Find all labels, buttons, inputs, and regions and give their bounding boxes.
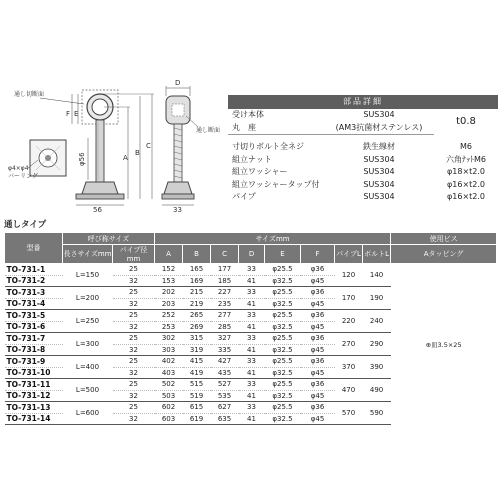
cell-model: TO-731-5 [5,310,63,322]
cell-model: TO-731-4 [5,298,63,310]
parts-row: 丸 座 (AM3抗菌材ステンレス) [228,122,498,135]
cell-e: φ32.5 [265,275,301,287]
parts-row: 受け本体 SUS304 t0.8 [232,110,476,127]
header-d: D [239,245,265,264]
cell-e: φ25.5 [265,333,301,345]
cell-b: 165 [183,264,211,276]
cell-pipe: 25 [113,287,155,299]
cell-d: 33 [239,287,265,299]
cell-f: φ45 [301,413,335,425]
header-size: サイズmm [155,233,391,245]
section-title: 通しタイプ [4,220,47,230]
cell-d: 33 [239,356,265,368]
cell-pipe-l: 370 [335,356,363,379]
cell-pipe: 32 [113,413,155,425]
cut-section-label: 通し切断面 [14,91,45,98]
cell-model: TO-731-12 [5,390,63,402]
cell-a: 303 [155,344,183,356]
header-b: B [183,245,211,264]
cell-b: 319 [183,344,211,356]
header-nominal: 呼び称サイズ [63,233,155,245]
cell-bolt-l: 590 [363,402,391,425]
cell-e: φ32.5 [265,344,301,356]
cell-e: φ25.5 [265,379,301,391]
cell-d: 41 [239,344,265,356]
cell-e: φ32.5 [265,298,301,310]
cell-e: φ32.5 [265,367,301,379]
cell-b: 519 [183,390,211,402]
cell-model: TO-731-8 [5,344,63,356]
cell-e: φ25.5 [265,287,301,299]
cell-d: 33 [239,333,265,345]
cell-f: φ45 [301,344,335,356]
cell-bolt-l: 490 [363,379,391,402]
cell-b: 419 [183,367,211,379]
cell-c: 185 [211,275,239,287]
cell-c: 335 [211,344,239,356]
cell-a: 252 [155,310,183,322]
cell-e: φ25.5 [265,264,301,276]
cell-length: L=400 [63,356,113,379]
table-row [5,264,497,276]
cell-c: 627 [211,402,239,414]
cell-bolt-l: 290 [363,333,391,356]
header-f: F [301,245,335,264]
header-pipe-l: パイプL [335,245,363,264]
cell-a: 602 [155,402,183,414]
cell-e: φ25.5 [265,310,301,322]
cell-f: φ45 [301,298,335,310]
cell-length: L=250 [63,310,113,333]
dim-phi56: φ56 [78,152,86,166]
parts-row: 組立ワッシャータップ付 SUS304 φ16×t2.0 [232,179,486,189]
cell-f: φ36 [301,379,335,391]
cell-e: φ32.5 [265,321,301,333]
cell-a: 603 [155,413,183,425]
bolt-note-2: バーリング [8,173,38,180]
header-length: 長さサイズmm [63,245,113,264]
parts-row: 組立ナット SUS304 六角ﾅｯﾄM6 [232,154,486,164]
cell-b: 615 [183,402,211,414]
cell-f: φ36 [301,356,335,368]
technical-drawing [0,0,226,215]
cell-bolt-l: 140 [363,264,391,287]
spec-table [4,232,497,425]
cell-pipe-l: 220 [335,310,363,333]
cell-screw: ⊕皿3.5×25 [425,340,462,349]
cell-c: 635 [211,413,239,425]
cell-d: 41 [239,298,265,310]
dim-f: F [66,110,71,118]
header-e: E [265,245,301,264]
cell-f: φ45 [301,321,335,333]
cell-c: 227 [211,287,239,299]
cell-e: φ25.5 [265,356,301,368]
cell-d: 41 [239,367,265,379]
header-model: 型番 [5,233,63,264]
cell-b: 415 [183,356,211,368]
cell-f: φ36 [301,402,335,414]
cell-f: φ36 [301,287,335,299]
cell-model: TO-731-11 [5,379,63,391]
cell-model: TO-731-14 [5,413,63,425]
cell-a: 202 [155,287,183,299]
header-c: C [211,245,239,264]
dim-d: D [175,79,181,87]
cell-b: 515 [183,379,211,391]
cell-b: 269 [183,321,211,333]
dim-a: A [123,154,128,162]
cell-model: TO-731-10 [5,367,63,379]
cell-c: 527 [211,379,239,391]
cell-e: φ32.5 [265,413,301,425]
cell-f: φ45 [301,390,335,402]
cell-b: 215 [183,287,211,299]
cell-b: 315 [183,333,211,345]
cell-bolt-l: 390 [363,356,391,379]
cell-pipe-l: 570 [335,402,363,425]
dim-c: C [146,142,151,150]
cell-pipe-l: 120 [335,264,363,287]
base-width: 56 [93,206,102,214]
parts-row: 寸切りボルト全ネジ 鉄生線材 M6 [232,142,472,151]
cell-a: 302 [155,333,183,345]
parts-row: パイプ SUS304 φ16×t2.0 [232,192,486,201]
cell-length: L=500 [63,379,113,402]
cell-model: TO-731-2 [5,275,63,287]
cell-b: 169 [183,275,211,287]
cell-model: TO-731-1 [5,264,63,276]
cell-pipe: 25 [113,402,155,414]
header-tapping: Aタッピング [391,245,497,264]
cell-c: 285 [211,321,239,333]
cell-pipe: 32 [113,390,155,402]
cell-model: TO-731-9 [5,356,63,368]
base-left [82,182,118,194]
cell-a: 153 [155,275,183,287]
cell-length: L=200 [63,287,113,310]
cell-a: 253 [155,321,183,333]
cell-a: 402 [155,356,183,368]
cell-f: φ36 [301,264,335,276]
cell-pipe: 32 [113,298,155,310]
cell-pipe: 25 [113,264,155,276]
cell-a: 403 [155,367,183,379]
cell-b: 619 [183,413,211,425]
dim-b: B [135,149,140,157]
cell-a: 502 [155,379,183,391]
cell-bolt-l: 190 [363,287,391,310]
cell-e: φ32.5 [265,390,301,402]
cell-f: φ36 [301,333,335,345]
cell-pipe: 32 [113,367,155,379]
cell-length: L=150 [63,264,113,287]
cell-pipe: 25 [113,333,155,345]
cell-d: 33 [239,264,265,276]
base-right [164,182,192,194]
cell-c: 327 [211,333,239,345]
cell-length: L=600 [63,402,113,425]
cell-pipe-l: 270 [335,333,363,356]
cell-model: TO-731-6 [5,321,63,333]
cell-pipe-l: 170 [335,287,363,310]
cell-f: φ36 [301,310,335,322]
cell-a: 503 [155,390,183,402]
cell-d: 33 [239,310,265,322]
cell-model: TO-731-13 [5,402,63,414]
parts-table [228,95,498,204]
cell-d: 41 [239,275,265,287]
bolt-note: φ4×φ4 [8,165,29,172]
header-bolt-l: ボルトL [363,245,391,264]
cell-pipe: 32 [113,344,155,356]
cell-f: φ45 [301,367,335,379]
cell-model: TO-731-3 [5,287,63,299]
cell-c: 427 [211,356,239,368]
parts-row: 組立ワッシャー SUS304 φ18×t2.0 [232,167,486,176]
cell-length: L=300 [63,333,113,356]
cell-d: 41 [239,321,265,333]
cell-b: 219 [183,298,211,310]
cell-c: 277 [211,310,239,322]
cell-c: 535 [211,390,239,402]
header-pipe-dia: パイプ径mm [113,245,155,264]
cell-d: 33 [239,402,265,414]
cell-c: 177 [211,264,239,276]
cell-f: φ45 [301,275,335,287]
cell-pipe: 32 [113,275,155,287]
cell-pipe: 25 [113,379,155,391]
base-width-right: 33 [173,206,182,214]
header-a: A [155,245,183,264]
cell-pipe-l: 470 [335,379,363,402]
cell-c: 235 [211,298,239,310]
cell-e: φ25.5 [265,402,301,414]
cell-a: 152 [155,264,183,276]
cell-a: 203 [155,298,183,310]
cell-b: 265 [183,310,211,322]
parts-header: 部品詳細 [228,95,498,109]
cut-section-right-label: 通し断面 [196,127,221,134]
cell-d: 41 [239,390,265,402]
cell-pipe: 25 [113,356,155,368]
cell-d: 41 [239,413,265,425]
header-screw: 使用ビス [391,233,497,245]
cell-pipe: 32 [113,321,155,333]
cell-model: TO-731-7 [5,333,63,345]
cell-c: 435 [211,367,239,379]
dim-e: E [74,110,79,118]
pipe-left [96,120,104,182]
cell-d: 33 [239,379,265,391]
cell-bolt-l: 240 [363,310,391,333]
cell-pipe: 25 [113,310,155,322]
